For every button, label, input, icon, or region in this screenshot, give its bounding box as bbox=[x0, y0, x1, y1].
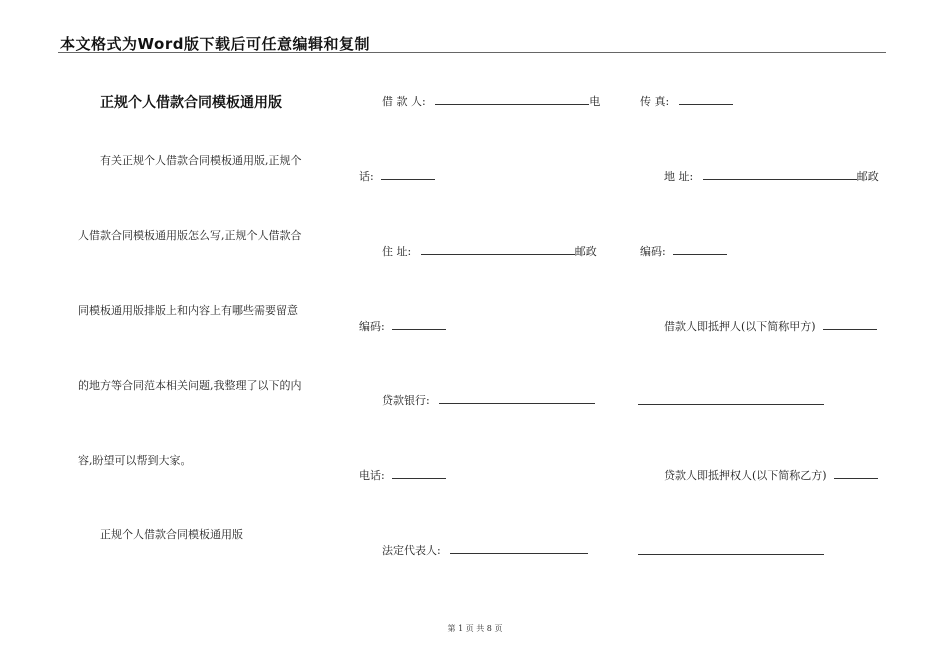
mortgagor-field bbox=[664, 318, 877, 334]
address-blank bbox=[703, 168, 857, 180]
header-divider bbox=[58, 52, 886, 53]
section-subtitle: 正规个人借款合同模板通用版 bbox=[100, 528, 243, 541]
postal-code-field bbox=[640, 243, 727, 259]
fax-field bbox=[640, 93, 733, 109]
doc-title: 正规个人借款合同模板通用版 bbox=[100, 95, 282, 111]
postal-code2-label: 编码: bbox=[359, 320, 385, 333]
postal-code-blank bbox=[673, 243, 727, 255]
bank-field bbox=[382, 392, 595, 408]
phone-label-part2: 话: bbox=[359, 170, 374, 183]
phone2-field bbox=[359, 467, 446, 483]
intro-line-5: 容,盼望可以帮到大家。 bbox=[78, 454, 192, 467]
postal-label-part2-first: 邮政 bbox=[574, 245, 597, 258]
legal-rep-label: 法定代表人: bbox=[382, 544, 441, 557]
phone2-label: 电话: bbox=[359, 469, 385, 482]
phone2-blank bbox=[392, 467, 446, 479]
borrower-field bbox=[382, 93, 600, 109]
fax-blank bbox=[679, 93, 733, 105]
bank-extra-blank bbox=[638, 404, 824, 405]
residence-label: 住 址: bbox=[382, 245, 412, 258]
address-field bbox=[664, 168, 879, 184]
intro-line-1: 有关正规个人借款合同模板通用版,正规个 bbox=[100, 154, 302, 167]
bank-blank bbox=[439, 392, 595, 404]
postal-code2-blank bbox=[392, 318, 446, 330]
postal-code2-field bbox=[359, 318, 446, 334]
phone-field bbox=[359, 168, 435, 184]
postal-code-label: 编码: bbox=[640, 245, 666, 258]
mortgagor-label: 借款人即抵押人(以下简称甲方) bbox=[664, 320, 816, 333]
intro-line-4: 的地方等合同范本相关问题,我整理了以下的内 bbox=[78, 379, 302, 392]
phone-blank bbox=[381, 168, 435, 180]
fax-label: 传 真: bbox=[640, 95, 670, 108]
intro-line-2: 人借款合同模板通用版怎么写,正规个人借款合 bbox=[78, 229, 302, 242]
legal-rep-field bbox=[382, 542, 588, 558]
postal-label-part1: 邮政 bbox=[856, 170, 879, 183]
page-number: 第 1 页 共 8 页 bbox=[447, 624, 503, 633]
residence-blank bbox=[421, 243, 575, 255]
phone-label-part1: 电 bbox=[589, 95, 601, 108]
mortgagee-blank bbox=[834, 467, 878, 479]
address-label: 地 址: bbox=[664, 170, 694, 183]
mortgagee-field bbox=[664, 467, 878, 483]
intro-line-3: 同模板通用版排版上和内容上有哪些需要留意 bbox=[78, 304, 298, 317]
mortgagee-label: 贷款人即抵押权人(以下简称乙方) bbox=[664, 469, 827, 482]
legal-rep-extra-blank bbox=[638, 554, 824, 555]
mortgagor-blank bbox=[823, 318, 877, 330]
borrower-label: 借 款 人: bbox=[382, 95, 426, 108]
header-notice: 本文格式为Word版下载后可任意编辑和复制 bbox=[60, 35, 370, 53]
residence-field bbox=[382, 243, 597, 259]
legal-rep-blank bbox=[450, 542, 588, 554]
borrower-blank bbox=[435, 93, 589, 105]
bank-label: 贷款银行: bbox=[382, 394, 430, 407]
